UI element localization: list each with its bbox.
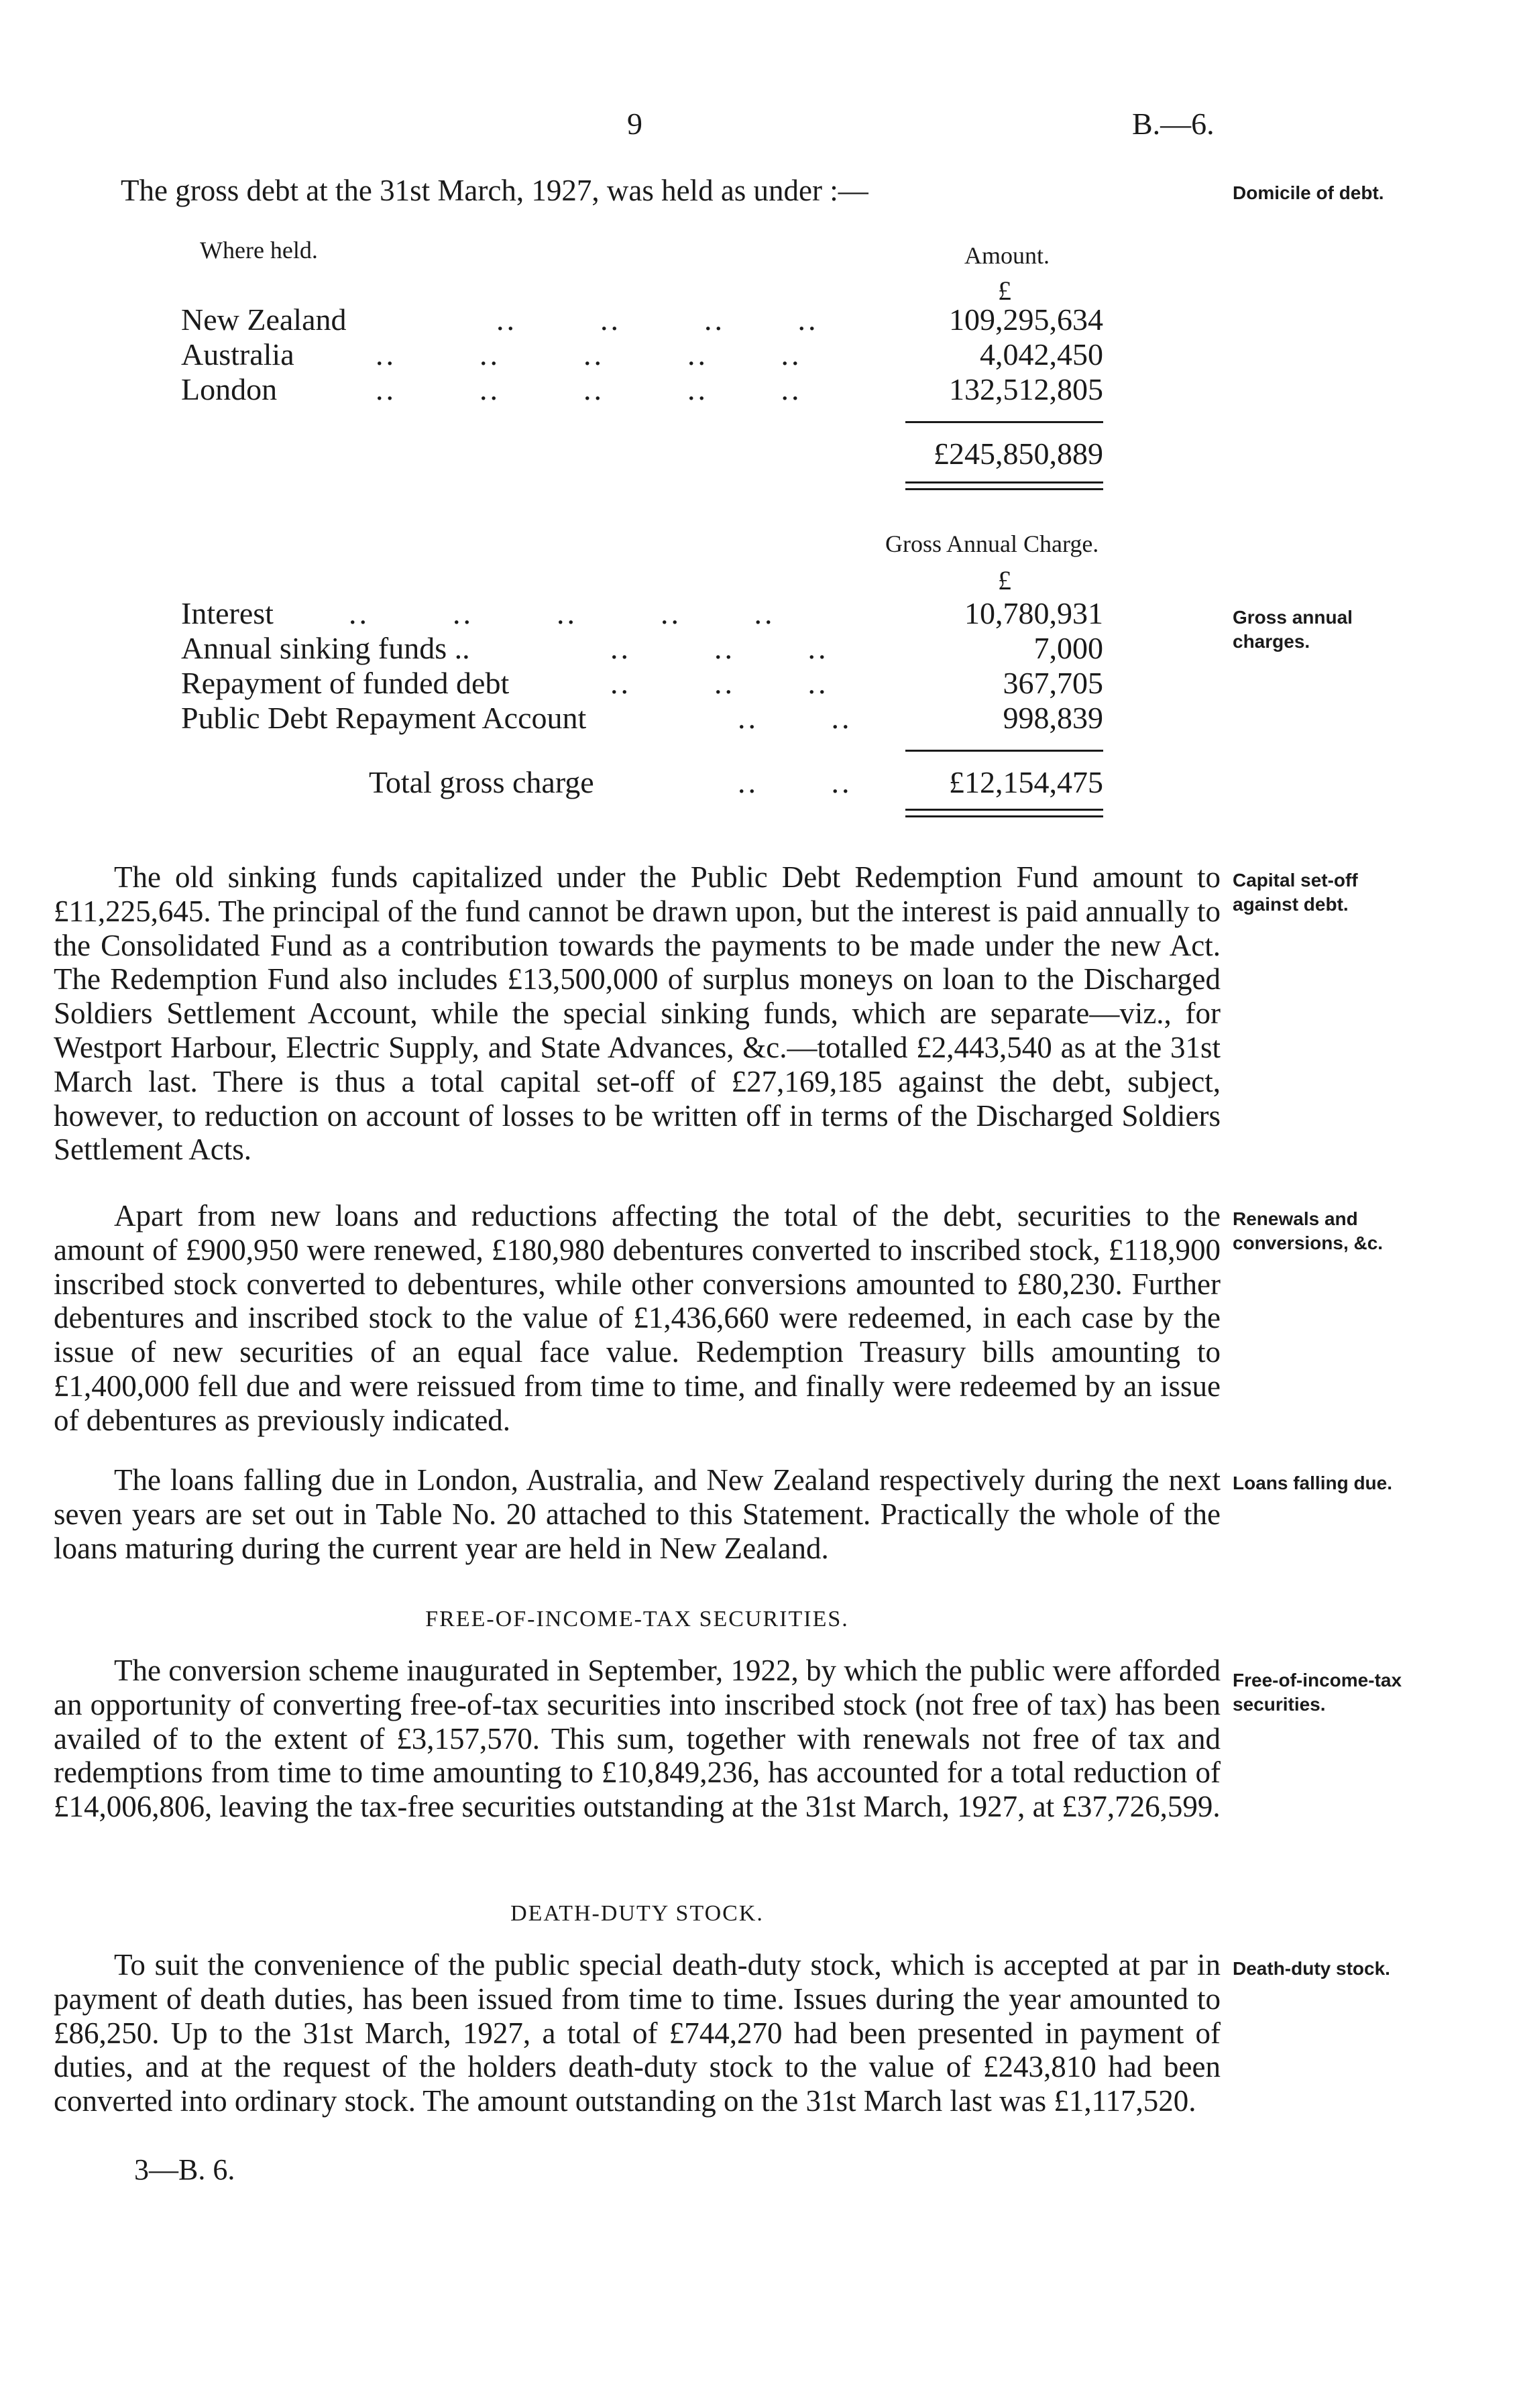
margin-note-loans-falling: Loans falling due.: [1233, 1473, 1393, 1493]
charge-row-value: 10,780,931: [964, 596, 1103, 630]
col-where-held: Where held.: [200, 237, 318, 264]
debt-total: £245,850,889: [934, 437, 1103, 471]
charge-row-label: Annual sinking funds ..: [181, 631, 470, 665]
charge-row: [181, 630, 1103, 665]
paragraph-renewals: [54, 1199, 1221, 1438]
total-double-rule: [905, 809, 1103, 811]
paragraph-text: The loans falling due in London, Australia, and New Zealand respectively during the next seven years are set out in Table No. 20 attached to this Statement. Practically the whole of the loans maturing during the current year are held in New Zealand.: [54, 1463, 1221, 1565]
document-reference: B.—6.: [1132, 107, 1215, 141]
intro-text: The gross debt at the 31st March, 1927, was held as under :—: [121, 174, 868, 207]
heading-death-duty: DEATH-DUTY STOCK.: [510, 1901, 764, 1926]
leader-dots: .. .. .. .. ..: [376, 372, 802, 406]
leader-dots: .. .. .. ..: [496, 302, 819, 337]
debt-row-value: 4,042,450: [980, 337, 1103, 371]
leader-dots: .. .. .. .. ..: [349, 596, 775, 630]
charge-total-row: [181, 764, 1103, 799]
debt-row-label: Australia: [181, 337, 294, 371]
leader-dots: .. .. ..: [610, 666, 829, 700]
page-number: 9: [627, 107, 642, 141]
paragraph-capital-setoff: [54, 860, 1221, 1167]
charge-row: [181, 665, 1103, 700]
total-double-rule: [905, 488, 1103, 490]
margin-note-death-duty: Death-duty stock.: [1233, 1958, 1390, 1979]
paragraph-free-of-tax: [54, 1654, 1221, 1824]
debt-row-value: 132,512,805: [949, 372, 1103, 406]
debt-row: [181, 302, 1103, 337]
currency-symbol: £: [998, 565, 1011, 595]
charge-row-label: Public Debt Repayment Account: [181, 701, 587, 735]
footer-signature: 3—B. 6.: [134, 2153, 235, 2186]
paragraph-loans-falling-due: [54, 1463, 1221, 1565]
charge-row-label: Interest: [181, 596, 274, 630]
margin-note-free-of-tax: Free-of-income-tax securities.: [1233, 1670, 1402, 1715]
charge-row-value: 998,839: [1003, 701, 1103, 735]
paragraph-death-duty: [54, 1948, 1221, 2118]
margin-note-renewals: Renewals and conversions, &c.: [1233, 1208, 1384, 1253]
paragraph-text: The old sinking funds capitalized under the Public Debt Redemption Fund amount to £11,225,645. The principal of the fund cannot be drawn upon, but the interest is paid annually to the Consolidated Fund as a contribution towards the payments to be made under the new Act. The Redemption Fund also includes £13,500,000 of surplus moneys on loan to the Discharged Soldiers Settlement Account, while the special sinking funds, which are separate—viz., for Westport Harbour, Electric Supply, and State Advances, &c.—totalled £2,443,540 as at the 31st March last. There is thus a total capital set-off of £27,169,185 against the debt, subject, however, to reduction on account of losses to be written off in terms of the Discharged Soldiers Settlement Acts.: [54, 860, 1221, 1167]
heading-free-of-income-tax: FREE-OF-INCOME-TAX SECURITIES.: [425, 1607, 849, 1631]
charge-row: [181, 595, 1103, 630]
debt-row-label: London: [181, 372, 278, 406]
charge-total-value: £12,154,475: [949, 765, 1103, 799]
charge-row-value: 367,705: [1003, 666, 1103, 700]
leader-dots: .. .. .. .. ..: [376, 337, 802, 371]
currency-symbol: £: [998, 276, 1011, 306]
subtotal-rule: [905, 750, 1103, 752]
charge-row-value: 7,000: [1033, 631, 1103, 665]
leader-dots: .. ..: [738, 701, 852, 735]
debt-row: [181, 337, 1103, 371]
paragraph-text: Apart from new loans and reductions affecting the total of the debt, securities to the amount of £900,950 were renewed, £180,980 debentures converted to inscribed stock, £118,900 inscribed stock converted to debentures, while other conversions amounted to £80,230. Further debentures and inscribed stock to the value of £1,436,660 were redeemed, in each case by the issue of new securities of an equal face value. Redemption Treasury bills amounting to £1,400,000 fell due and were reissued from time to time, and finally were redeemed by an issue of debentures as previously indicated.: [54, 1199, 1221, 1437]
charge-row: [181, 700, 1103, 735]
debt-row: [181, 371, 1103, 406]
leader-dots: .. ..: [738, 765, 852, 799]
charge-row-label: Repayment of funded debt: [181, 666, 510, 700]
debt-row-value: 109,295,634: [949, 302, 1103, 337]
paragraph-text: To suit the convenience of the public special death-duty stock, which is accepted at par in payment of death duties, has been issued from time to time. Issues during the year amounted to £86,250. Up to the 31st March, 1927, a total of £744,270 had been presented in payment of duties, and at the request of the holders death-duty stock to the value of £243,810 had been converted into ordinary stock. The amount outstanding on the 31st March last was £1,117,520.: [54, 1948, 1221, 2118]
subtotal-rule: [905, 421, 1103, 423]
leader-dots: .. .. ..: [610, 631, 829, 665]
total-double-rule: [905, 481, 1103, 483]
total-double-rule: [905, 815, 1103, 817]
debt-row-label: New Zealand: [181, 302, 347, 337]
col-gross-annual-charge: Gross Annual Charge.: [885, 530, 1099, 557]
col-amount: Amount.: [964, 242, 1050, 269]
margin-note-capital-setoff: Capital set-off against debt.: [1233, 870, 1358, 915]
charge-total-label: Total gross charge: [369, 765, 594, 799]
paragraph-text: The conversion scheme inaugurated in September, 1922, by which the public were afforded an opportunity of converting free-of-tax securities into inscribed stock (not free of tax) has been availed of to the extent of £3,157,570. This sum, together with renewals not free of tax and redemptions from time to time amounting to £10,849,236, has accounted for a total reduction of £14,006,806, leaving the tax-free securities outstanding at the 31st March, 1927, at £37,726,599.: [54, 1654, 1221, 1824]
margin-note-gross-annual: Gross annual charges.: [1233, 607, 1353, 652]
margin-note-domicile: Domicile of debt.: [1233, 182, 1384, 203]
